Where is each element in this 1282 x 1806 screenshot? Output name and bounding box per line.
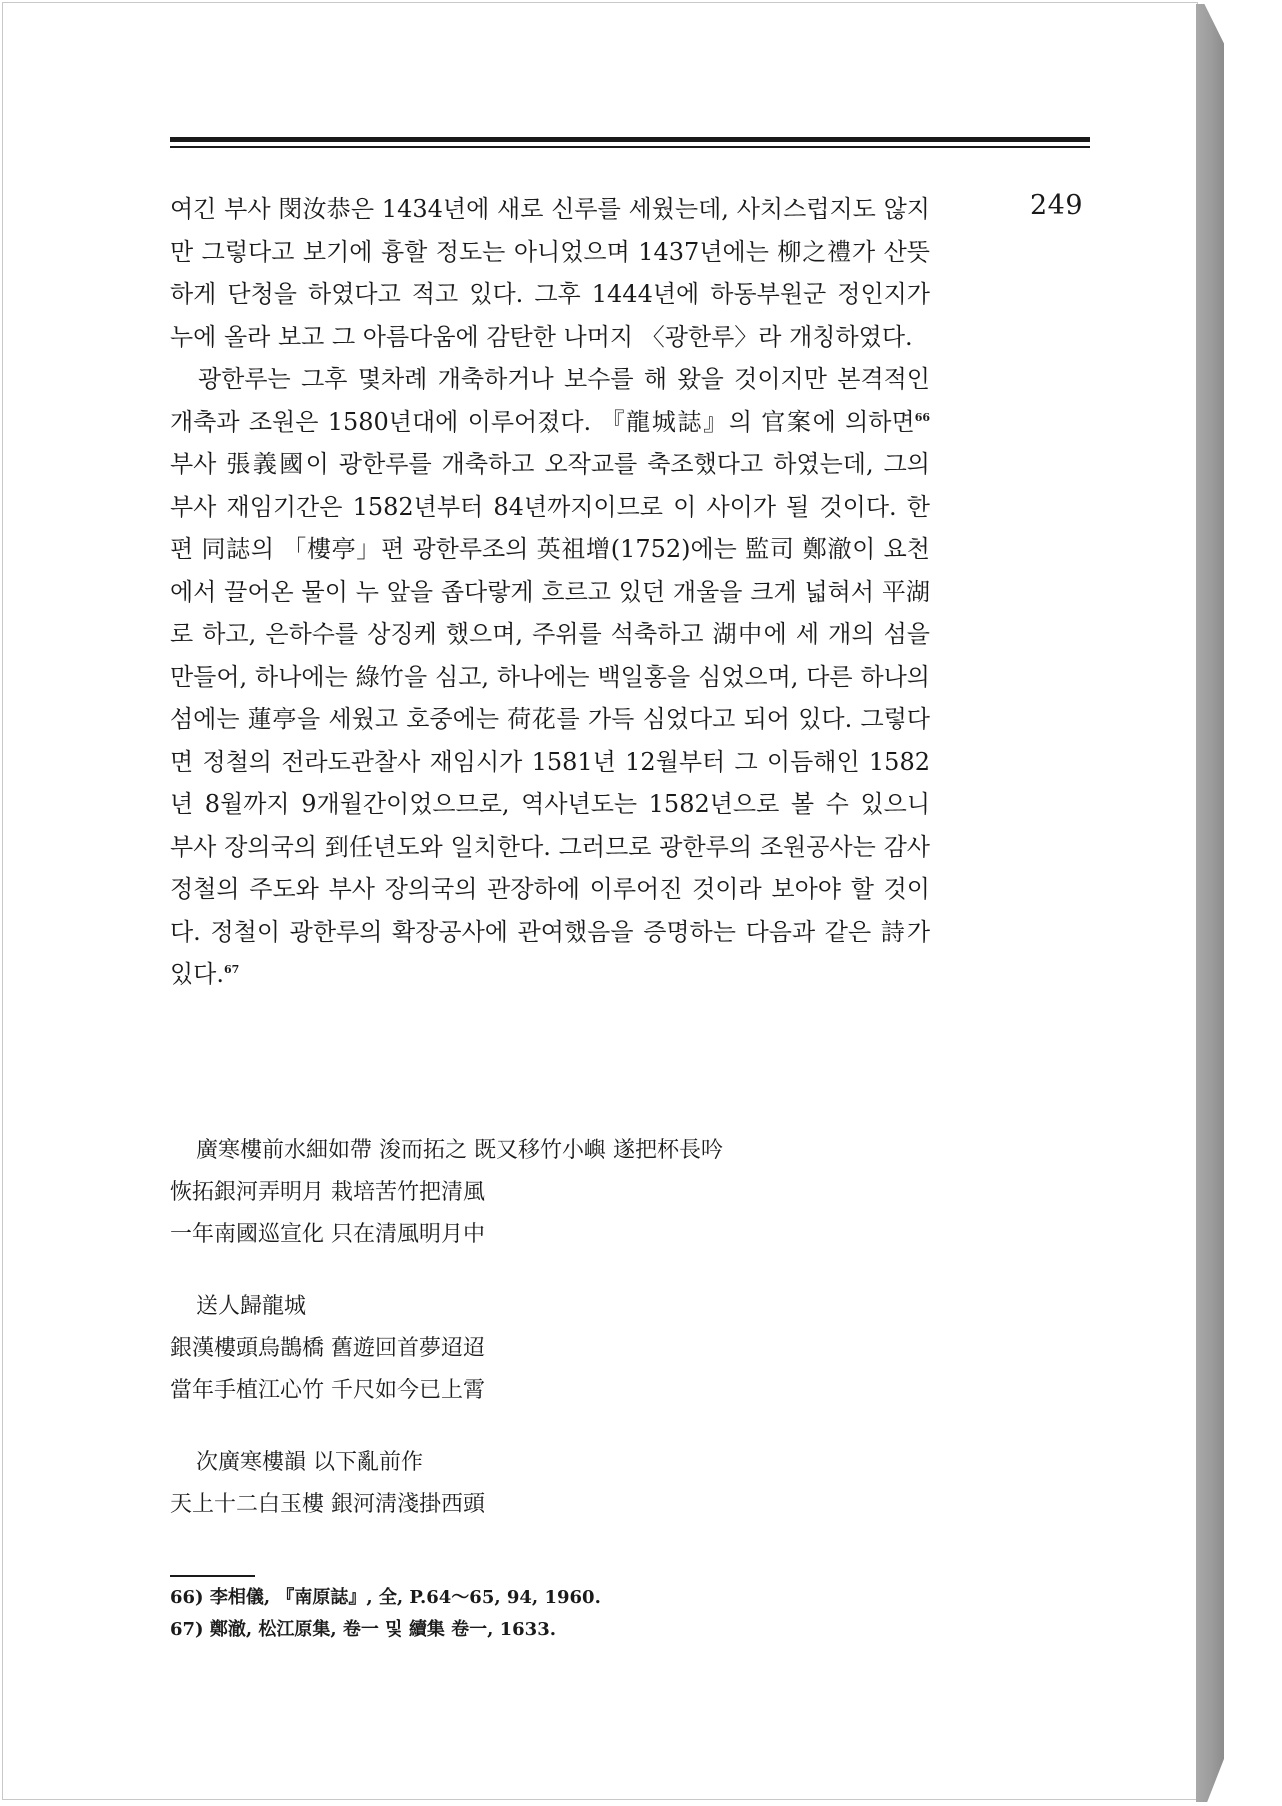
poem-title: 送人歸龍城 xyxy=(196,1294,307,1319)
header-rule-thick xyxy=(170,137,1090,142)
poem-title: 廣寒樓前水細如帶 浚而拓之 既又移竹小嶼 遂把杯長吟 xyxy=(196,1138,723,1163)
paragraph-2-rest: 부사 張義國이 광한루를 개축하고 오작교를 축조했다고 하였는데, 그의 부사 재임기간은 1582년부터 84년까지이므로 이 사이가 될 것이다. 한편 同誌의 「樓亭」편 광한루조의 英祖增(1752)에는 監司 鄭澈이 요천에서 끌어온 물이 누 앞을 좁다랗게 흐르고 있던 개울을 크게 넓혀서 平湖로 하고, 은하수를 상징케 했으며, 주위를 석축하고 湖中에 세 개의 섬을 만들어, 하나에는 綠竹을 심고, 하나에는 백일홍을 심었으며, 다른 하나의 섬에는 蓮亭을 세웠고 호중에는 荷花를 가득 심었다고 되어 있다. 그렇다면 정철의 전라도관찰사 재임시가 1581년 12월부터 그 이듬해인 1582년 8월까지 9개월간이었으므로, 역사년도는 1582년으로 볼 수 있으니 부사 장의국의 到任년도와 일치한다. 그러므로 광한루의 조원공사는 감사 정철의 주도와 부사 장의국의 관장하에 이루어진 것이라 보아야 할 것이다. 정철이 광한루의 확장공사에 관여했음을 증명하는 다음과 같은 詩가 있다. xyxy=(170,450,930,988)
poem-line: 一年南國巡宣化 只在清風明月中 xyxy=(170,1222,485,1247)
poem-title: 次廣寒樓韻 以下亂前作 xyxy=(196,1450,423,1475)
footnote-66: 66) 李相儀, 『南原誌』, 全, P.64～65, 94, 1960. xyxy=(170,1587,601,1608)
poem-line: 銀漢樓頭烏鵲橋 舊遊回首夢迢迢 xyxy=(170,1336,485,1361)
poem-line: 恢拓銀河弄明月 栽培苦竹把清風 xyxy=(170,1180,485,1205)
footnotes xyxy=(170,1582,930,1646)
page-edge-shadow xyxy=(1196,4,1224,1802)
footnote-rule xyxy=(170,1575,255,1577)
footnote-67: 67) 鄭澈, 松江原集, 卷一 및 續集 卷一, 1633. xyxy=(170,1619,556,1640)
page-number: 249 xyxy=(1030,190,1084,221)
poem-line: 當年手植江心竹 千尺如今已上霄 xyxy=(170,1378,485,1403)
footnote-ref-66: 66 xyxy=(914,410,930,424)
paragraph-2-start: 광한루는 그후 몇차례 개축하거나 보수를 해 왔을 것이지만 본격적인 개축과 조원은 1580년대에 이루어졌다. 『龍城誌』의 官案에 의하면 xyxy=(170,365,930,436)
poem-1 xyxy=(170,1130,930,1256)
poem-section xyxy=(170,1130,930,1556)
header-rule-thin xyxy=(170,146,1090,148)
footnote-ref-67: 67 xyxy=(224,963,240,976)
poem-3 xyxy=(170,1442,930,1526)
paragraph-1: 여긴 부사 閔汝恭은 1434년에 새로 신루를 세웠는데, 사치스럽지도 않지만 그렇다고 보기에 흉할 정도는 아니었으며 1437년에는 柳之禮가 산뜻하게 단청을 하였다고 적고 있다. 그후 1444년에 하동부원군 정인지가 누에 올라 보고 그 아름다움에 감탄한 나머지 〈광한루〉라 개칭하였다. xyxy=(170,195,930,351)
poem-2 xyxy=(170,1286,930,1412)
paragraph-2 xyxy=(170,358,930,996)
poem-line: 天上十二白玉樓 銀河淸淺掛西頭 xyxy=(170,1492,485,1517)
body-text xyxy=(170,188,930,996)
